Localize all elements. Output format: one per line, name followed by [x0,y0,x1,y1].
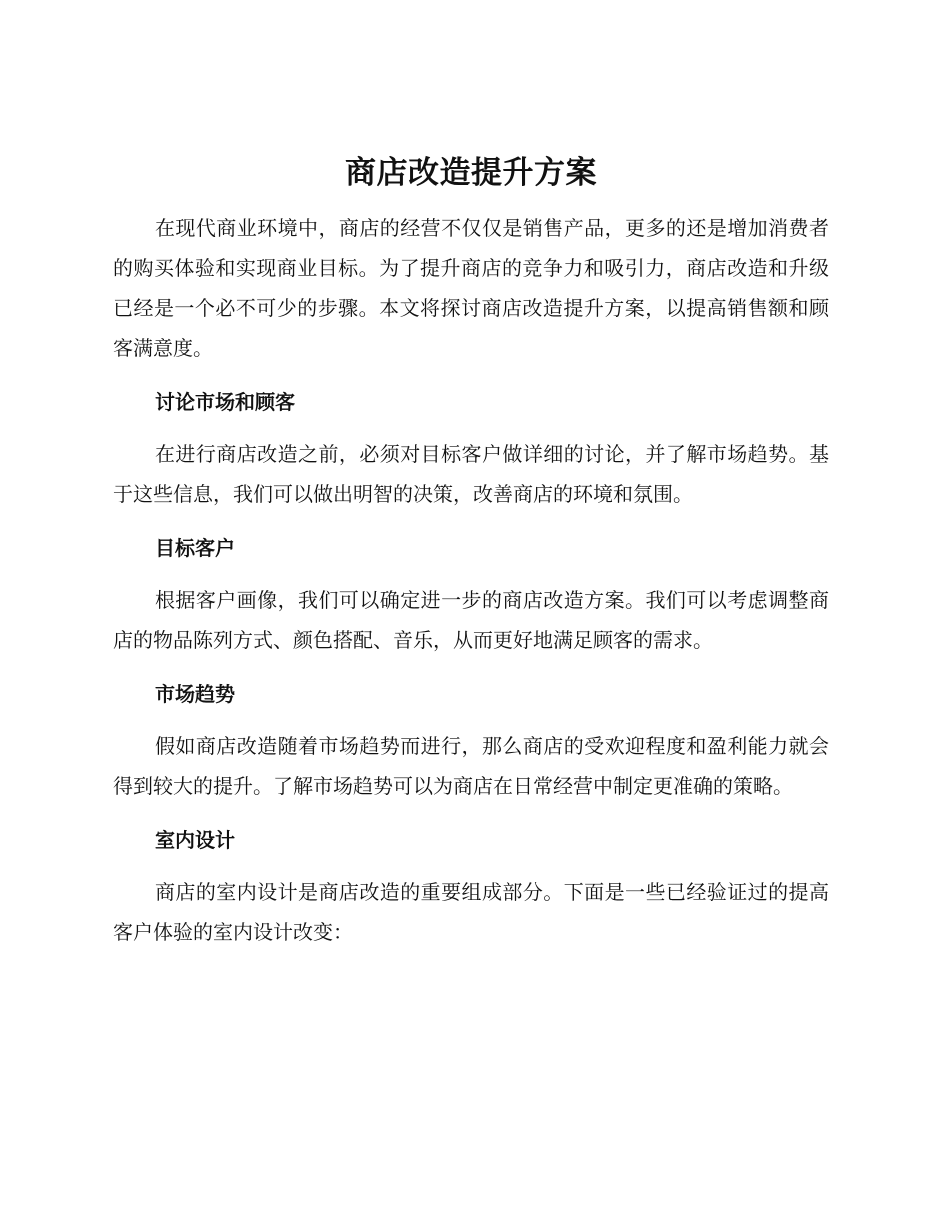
section-paragraph-market-and-customers: 在进行商店改造之前，必须对目标客户做详细的讨论，并了解市场趋势。基于这些信息，我们可以做出明智的决策，改善商店的环境和氛围。 [113,442,829,506]
document-body [113,150,829,952]
section-heading-interior-design: 室内设计 [155,828,235,852]
page-title: 商店改造提升方案 [345,155,597,191]
intro-paragraph: 在现代商业环境中，商店的经营不仅仅是销售产品，更多的还是增加消费者的购买体验和实现商业目标。为了提升商店的竞争力和吸引力，商店改造和升级已经是一个必不可少的步骤。本文将探讨商店改造提升方案，以提高销售额和顾客满意度。 [113,216,829,360]
section-heading-target-customers: 目标客户 [155,536,235,560]
section-paragraph-target-customers: 根据客户画像，我们可以确定进一步的商店改造方案。我们可以考虑调整商店的物品陈列方式、颜色搭配、音乐，从而更好地满足顾客的需求。 [113,588,829,652]
section-paragraph-market-trends: 假如商店改造随着市场趋势而进行，那么商店的受欢迎程度和盈利能力就会得到较大的提升。了解市场趋势可以为商店在日常经营中制定更准确的策略。 [113,734,829,798]
section-heading-market-trends: 市场趋势 [155,682,235,706]
section-heading-market-and-customers: 讨论市场和顾客 [155,390,295,414]
section-paragraph-interior-design: 商店的室内设计是商店改造的重要组成部分。下面是一些已经验证过的提高客户体验的室内设计改变： [113,880,829,944]
